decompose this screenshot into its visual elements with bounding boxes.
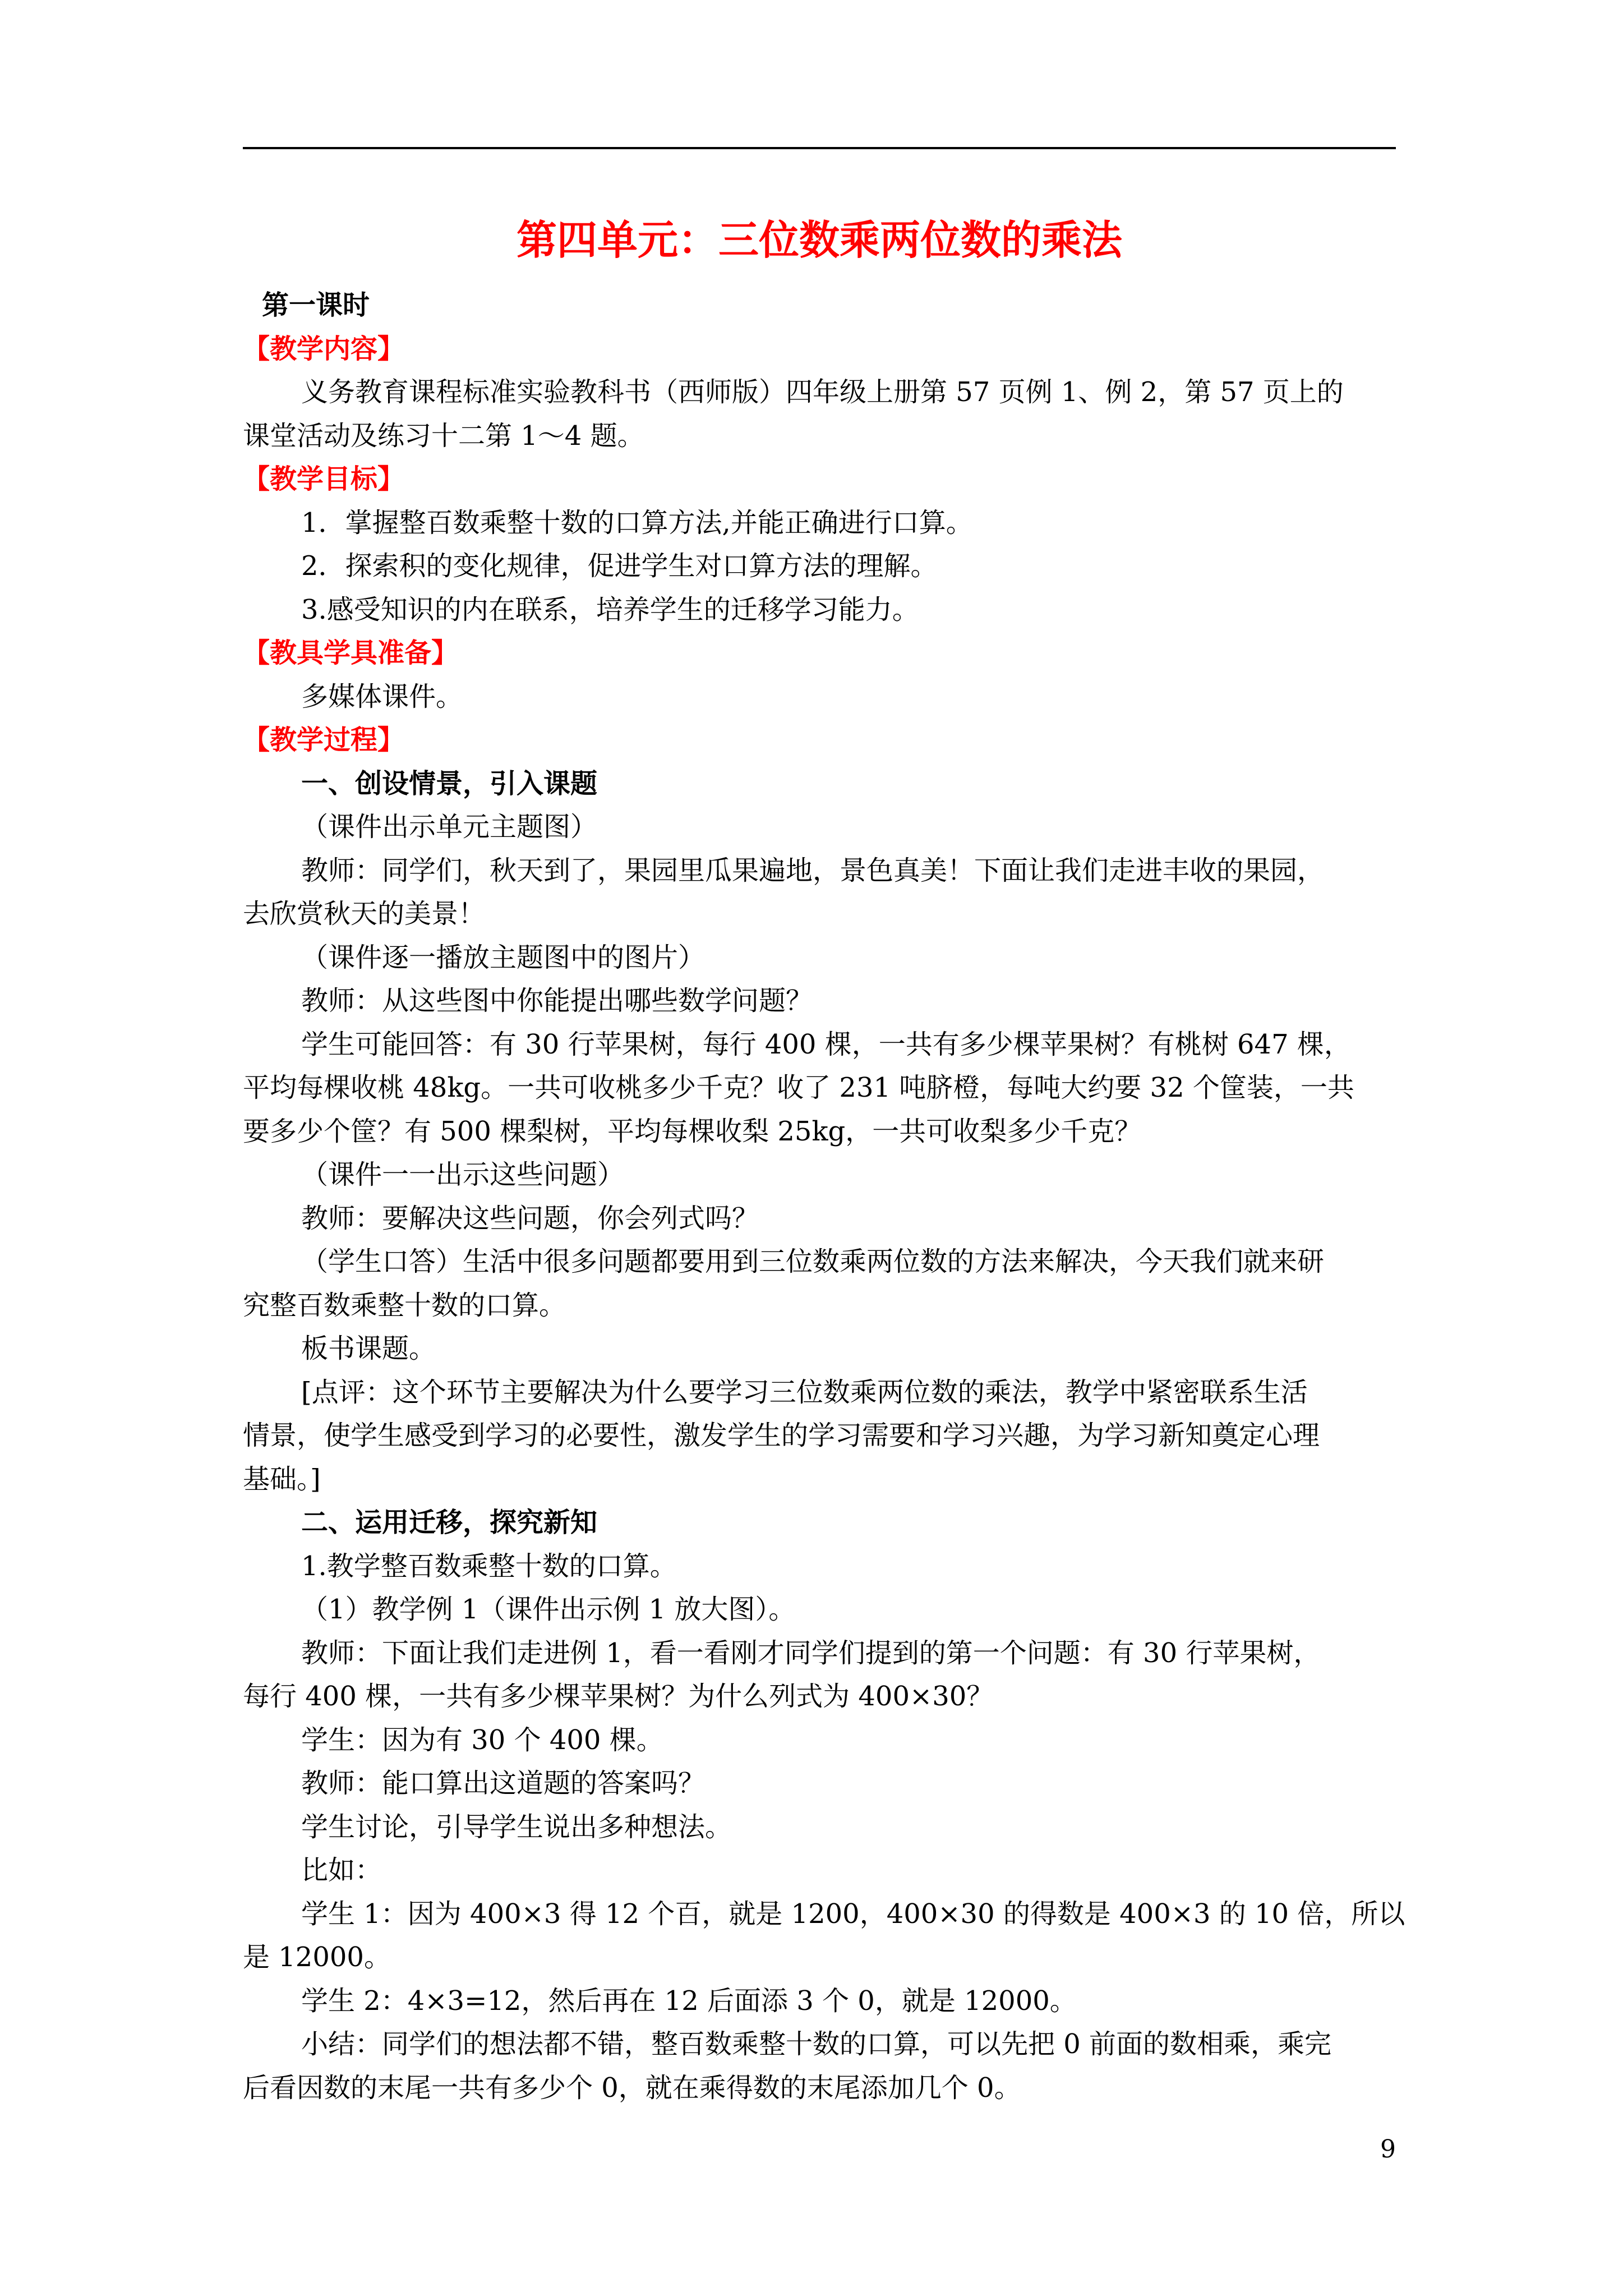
paragraph-line: 义务教育课程标准实验教科书（西师版）四年级上册第 57 页例 1、例 2，第 57 页上的: [301, 376, 1344, 408]
lesson-label: 第一课时: [262, 289, 370, 321]
paragraph-line: 比如：: [301, 1855, 382, 1886]
paragraph-line: 学生 1：因为 400×3 得 12 个百，就是 1200，400×30 的得数是 400×3 的 10 倍，所以: [301, 1898, 1405, 1930]
section-heading: 【教具学具准备】: [243, 637, 459, 669]
subsection-heading: 一、创设情景，引入课题: [301, 767, 598, 799]
paragraph-line: 去欣赏秋天的美景！: [243, 898, 486, 930]
paragraph-line: 小结：同学们的想法都不错，整百数乘整十数的口算，可以先把 0 前面的数相乘，乘完: [301, 2028, 1332, 2060]
paragraph-line: （1）教学例 1（课件出示例 1 放大图）。: [301, 1594, 796, 1625]
paragraph-line: 教师：要解决这些问题，你会列式吗？: [301, 1202, 759, 1234]
section-heading: 【教学内容】: [243, 333, 405, 365]
paragraph-line: 后看因数的末尾一共有多少个 0，就在乘得数的末尾添加几个 0。: [243, 2072, 1021, 2104]
paragraph-line: 是 12000。: [243, 1941, 391, 1973]
paragraph-line: （课件出示单元主题图）: [301, 811, 598, 843]
paragraph-line: 学生 2：4×3=12，然后再在 12 后面添 3 个 0，就是 12000。: [301, 1985, 1077, 2017]
paragraph-line: 每行 400 棵，一共有多少棵苹果树？为什么列式为 400×30？: [243, 1681, 994, 1712]
paragraph-line: 情景，使学生感受到学习的必要性，激发学生的学习需要和学习兴趣，为学习新知奠定心理: [243, 1420, 1320, 1451]
paragraph-line: 教师：从这些图中你能提出哪些数学问题？: [301, 985, 813, 1016]
paragraph-line: 板书课题。: [301, 1333, 436, 1364]
paragraph-line: （课件逐一播放主题图中的图片）: [301, 941, 706, 973]
paragraph-line: 学生：因为有 30 个 400 棵。: [301, 1724, 663, 1756]
paragraph-line: 教师：能口算出这道题的答案吗？: [301, 1768, 706, 1799]
paragraph-line: 课堂活动及练习十二第 1～4 题。: [243, 420, 644, 452]
paragraph-line: 学生讨论，引导学生说出多种想法。: [301, 1811, 732, 1843]
paragraph-line: 2．探索积的变化规律，促进学生对口算方法的理解。: [301, 550, 938, 582]
section-heading: 【教学过程】: [243, 724, 405, 756]
section-heading: 【教学目标】: [243, 463, 405, 495]
paragraph-line: 1．掌握整百数乘整十数的口算方法,并能正确进行口算。: [301, 507, 973, 539]
paragraph-line: （课件一一出示这些问题）: [301, 1159, 625, 1190]
paragraph-line: 基础。]: [243, 1463, 321, 1495]
page-number: 9: [1380, 2135, 1396, 2164]
paragraph-line: 平均每棵收桃 48kg。一共可收桃多少千克？收了 231 吨脐橙，每吨大约要 32 个筐装，一共: [243, 1072, 1354, 1103]
paragraph-line: 教师：下面让我们走进例 1，看一看刚才同学们提到的第一个问题：有 30 行苹果树，: [301, 1637, 1321, 1669]
paragraph-line: 3.感受知识的内在联系，培养学生的迁移学习能力。: [301, 593, 919, 625]
document-title: 第四单元：三位数乘两位数的乘法: [516, 217, 1122, 264]
paragraph-line: [点评：这个环节主要解决为什么要学习三位数乘两位数的乘法，教学中紧密联系生活: [301, 1376, 1308, 1408]
paragraph-line: 学生可能回答：有 30 行苹果树，每行 400 棵，一共有多少棵苹果树？有桃树 647 棵，: [301, 1028, 1351, 1060]
paragraph-line: 多媒体课件。: [301, 680, 463, 712]
paragraph-line: 要多少个筐？有 500 棵梨树，平均每棵收梨 25kg，一共可收梨多少千克？: [243, 1115, 1142, 1147]
subsection-heading: 二、运用迁移，探究新知: [301, 1507, 598, 1538]
header-rule: [243, 147, 1396, 149]
paragraph-line: 1.教学整百数乘整十数的口算。: [301, 1550, 677, 1582]
paragraph-line: 教师：同学们，秋天到了，果园里瓜果遍地，景色真美！下面让我们走进丰收的果园，: [301, 854, 1325, 886]
paragraph-line: （学生口答）生活中很多问题都要用到三位数乘两位数的方法来解决，今天我们就来研: [301, 1246, 1325, 1277]
document-body: [243, 284, 1405, 2110]
paragraph-line: 究整百数乘整十数的口算。: [243, 1289, 566, 1321]
